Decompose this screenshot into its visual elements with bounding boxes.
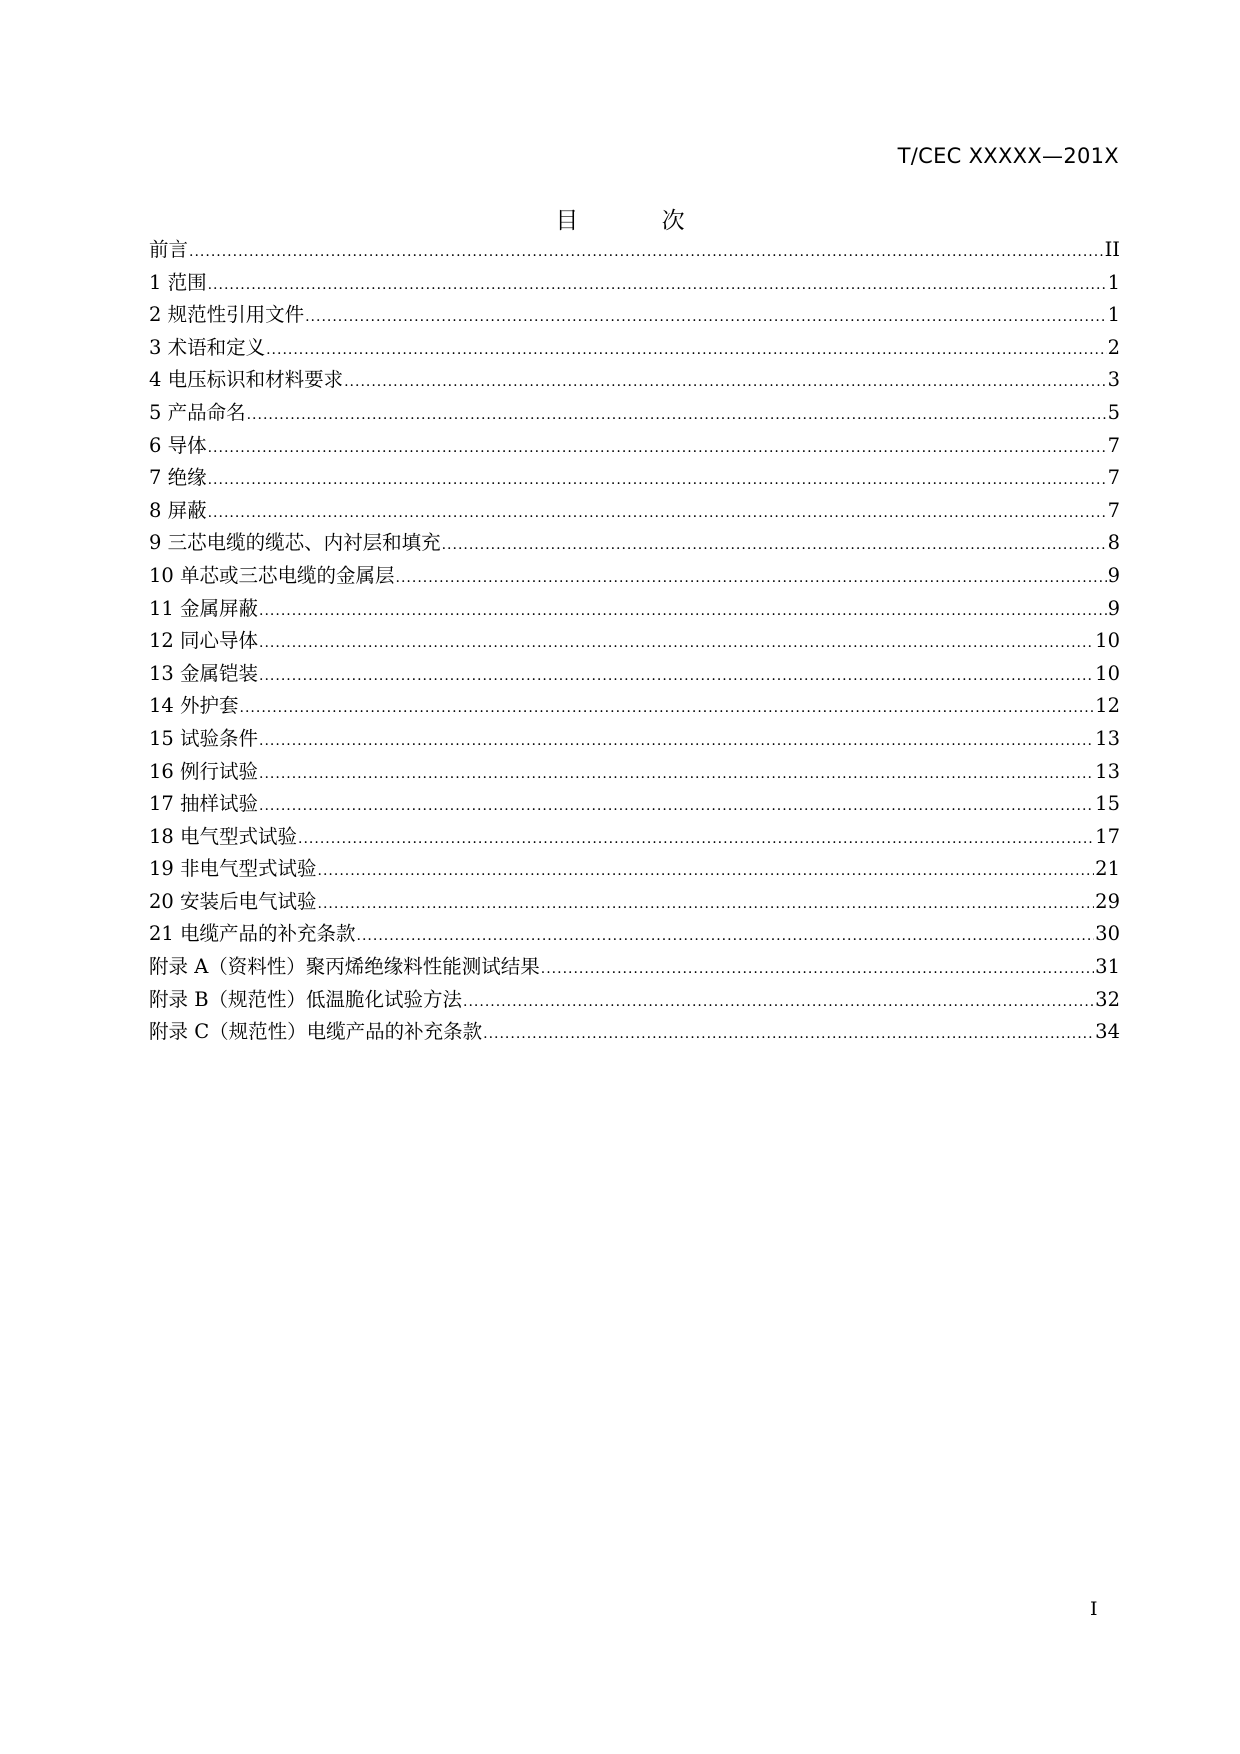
toc-entry-page: 12	[1095, 694, 1120, 718]
toc-entry-label: 附录 A（资料性）聚丙烯绝缘料性能测试结果	[149, 955, 540, 979]
toc-entry[interactable]	[149, 821, 1120, 854]
toc-entry[interactable]	[149, 723, 1120, 756]
toc-entry[interactable]	[149, 234, 1120, 267]
page-number: I	[1090, 1598, 1098, 1620]
toc-entry-label: 5 产品命名	[149, 400, 246, 424]
toc-dot-leader	[344, 366, 1106, 399]
toc-entry[interactable]	[149, 593, 1120, 626]
toc-entry-label: 8 屏蔽	[149, 498, 207, 522]
toc-title: 目 次	[555, 208, 723, 234]
toc-entry-label: 7 绝缘	[149, 466, 207, 490]
toc-entry[interactable]	[149, 495, 1120, 528]
toc-dot-leader	[266, 334, 1106, 367]
toc-entry-label: 17 抽样试验	[149, 792, 259, 816]
toc-entry-page: 2	[1107, 335, 1120, 359]
toc-entry[interactable]	[149, 625, 1120, 658]
toc-entry-page: 31	[1095, 955, 1120, 979]
toc-entry[interactable]	[149, 690, 1120, 723]
toc-dot-leader	[208, 432, 1107, 465]
toc-entry[interactable]	[149, 918, 1120, 951]
toc-entry[interactable]	[149, 299, 1120, 332]
toc-dot-leader	[189, 236, 1104, 269]
toc-entry[interactable]	[149, 527, 1120, 560]
toc-dot-leader	[318, 855, 1095, 888]
toc-entry[interactable]	[149, 397, 1120, 430]
toc-entry-label: 4 电压标识和材料要求	[149, 368, 344, 392]
toc-entry-label: 18 电气型式试验	[149, 824, 298, 848]
toc-entry-page: 17	[1095, 824, 1120, 848]
toc-entry-page: 32	[1095, 987, 1120, 1011]
toc-entry[interactable]	[149, 462, 1120, 495]
toc-entry[interactable]	[149, 853, 1120, 886]
toc-list	[149, 234, 1120, 1049]
toc-dot-leader	[541, 953, 1094, 986]
toc-dot-leader	[259, 725, 1094, 758]
toc-entry-label: 附录 C（规范性）电缆产品的补充条款	[149, 1020, 483, 1044]
toc-dot-leader	[396, 562, 1107, 595]
toc-entry-page: 5	[1107, 400, 1120, 424]
toc-dot-leader	[259, 595, 1107, 628]
toc-entry-page: 30	[1095, 922, 1120, 946]
toc-entry-label: 19 非电气型式试验	[149, 857, 317, 881]
toc-entry-label: 9 三芯电缆的缆芯、内衬层和填充	[149, 531, 441, 555]
toc-entry-page: 9	[1107, 563, 1120, 587]
toc-entry-page: II	[1104, 238, 1120, 261]
toc-dot-leader	[259, 790, 1094, 823]
toc-dot-leader	[259, 627, 1094, 660]
toc-entry-page: 29	[1095, 889, 1120, 913]
toc-entry-label: 14 外护套	[149, 694, 239, 718]
toc-entry[interactable]	[149, 756, 1120, 789]
toc-entry[interactable]	[149, 1016, 1120, 1049]
toc-entry-page: 34	[1095, 1020, 1120, 1044]
toc-entry-label: 3 术语和定义	[149, 335, 266, 359]
toc-dot-leader	[442, 529, 1107, 562]
toc-entry-page: 13	[1095, 726, 1120, 750]
toc-entry-page: 21	[1095, 857, 1120, 881]
toc-entry-label: 20 安装后电气试验	[149, 889, 317, 913]
document-code: T/CEC XXXXX—201X	[897, 144, 1119, 168]
toc-entry-label: 6 导体	[149, 433, 207, 457]
toc-entry-page: 9	[1107, 596, 1120, 620]
toc-dot-leader	[318, 888, 1095, 921]
toc-entry-page: 15	[1095, 792, 1120, 816]
toc-entry-label: 附录 B（规范性）低温脆化试验方法	[149, 987, 463, 1011]
toc-entry[interactable]	[149, 364, 1120, 397]
toc-entry-page: 7	[1107, 498, 1120, 522]
toc-entry[interactable]	[149, 560, 1120, 593]
toc-entry[interactable]	[149, 430, 1120, 463]
toc-entry-page: 10	[1095, 629, 1120, 653]
toc-dot-leader	[208, 497, 1107, 530]
toc-entry-page: 1	[1107, 303, 1120, 327]
toc-entry-label: 前言	[149, 238, 189, 261]
toc-entry-label: 15 试验条件	[149, 726, 259, 750]
toc-entry-label: 13 金属铠装	[149, 661, 259, 685]
toc-entry-page: 7	[1107, 433, 1120, 457]
toc-entry-label: 12 同心导体	[149, 629, 259, 653]
toc-entry-label: 1 范围	[149, 270, 207, 294]
toc-dot-leader	[305, 301, 1106, 334]
toc-entry[interactable]	[149, 332, 1120, 365]
toc-dot-leader	[208, 269, 1107, 302]
toc-dot-leader	[298, 823, 1094, 856]
toc-dot-leader	[259, 758, 1094, 791]
toc-entry-page: 13	[1095, 759, 1120, 783]
toc-dot-leader	[357, 920, 1095, 953]
toc-dot-leader	[247, 399, 1107, 432]
toc-dot-leader	[483, 1018, 1094, 1051]
toc-entry[interactable]	[149, 788, 1120, 821]
toc-entry-label: 16 例行试验	[149, 759, 259, 783]
toc-entry[interactable]	[149, 951, 1120, 984]
toc-entry[interactable]	[149, 658, 1120, 691]
toc-dot-leader	[240, 692, 1095, 725]
toc-entry-label: 21 电缆产品的补充条款	[149, 922, 356, 946]
toc-entry[interactable]	[149, 886, 1120, 919]
toc-entry-label: 2 规范性引用文件	[149, 303, 305, 327]
toc-dot-leader	[259, 660, 1094, 693]
toc-dot-leader	[463, 986, 1094, 1019]
toc-entry-page: 10	[1095, 661, 1120, 685]
toc-entry-page: 1	[1107, 270, 1120, 294]
toc-entry-label: 11 金属屏蔽	[149, 596, 259, 620]
toc-entry[interactable]	[149, 984, 1120, 1017]
toc-dot-leader	[208, 464, 1107, 497]
toc-entry-page: 8	[1107, 531, 1120, 555]
toc-entry[interactable]	[149, 267, 1120, 300]
toc-entry-label: 10 单芯或三芯电缆的金属层	[149, 563, 395, 587]
toc-entry-page: 3	[1107, 368, 1120, 392]
toc-entry-page: 7	[1107, 466, 1120, 490]
